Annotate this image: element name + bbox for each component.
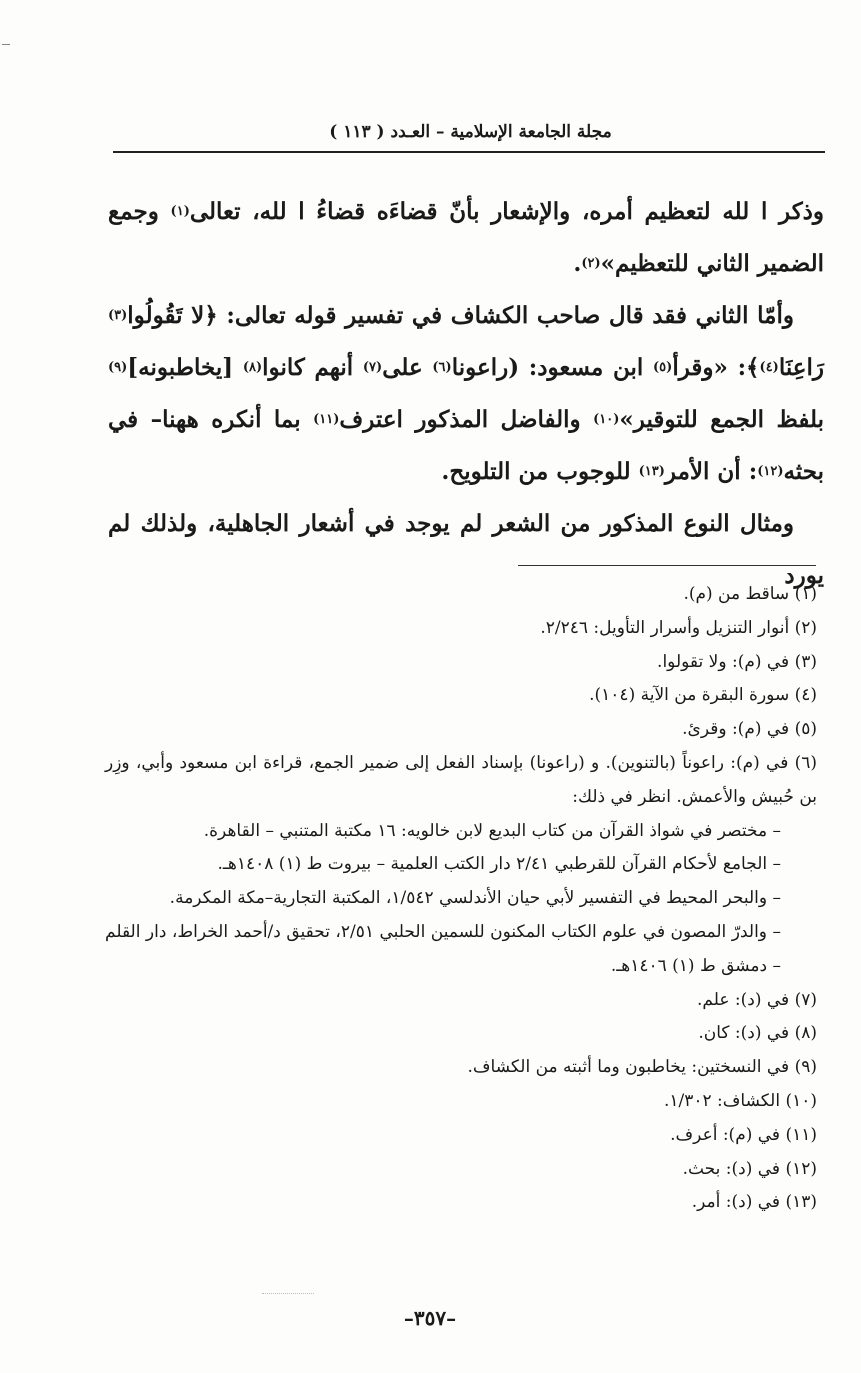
- footnote-ref: (٣): [108, 308, 128, 323]
- text-run: أنهم كانوا: [262, 354, 363, 381]
- text-run: والفاضل المذكور اعترف: [339, 406, 594, 433]
- footnote-ref: (١١): [313, 412, 340, 427]
- running-header: مجلة الجامعة الإسلامية – العـدد ( ١١٣ ): [329, 122, 612, 142]
- paragraph-1: [108, 186, 824, 290]
- footnote-6-source: – الجامع لأحكام القرآن للقرطبي ٢/٤١ دار الكتب العلمية – بيروت ط (١) ١٤٠٨هـ.: [217, 854, 781, 875]
- text-run: للوجوب من التلويح.: [441, 458, 639, 485]
- text-run: وجمع الضمير الثاني للتعظيم»: [108, 198, 824, 277]
- footnote-9: (٩) في النسختين: يخاطبون وما أثبته من الكشاف.: [467, 1057, 817, 1078]
- footnote-11: (١١) في (م): أعرف.: [670, 1124, 817, 1145]
- text-run: ابن مسعود: (راعونا: [451, 354, 654, 381]
- footnote-6-source: – مختصر في شواذ القرآن من كتاب البديع لابن خالويه: ١٦ مكتبة المتنبي – القاهرة.: [203, 820, 781, 841]
- header-rule: [113, 151, 825, 153]
- footnote-ref: (٧): [362, 360, 383, 375]
- text-run: [يخاطبونه]: [127, 354, 243, 381]
- footnote-7: (٧) في (د): علم.: [697, 989, 817, 1010]
- footnote-ref: (٥): [653, 360, 673, 375]
- footnote-8: (٨) في (د): كان.: [698, 1023, 817, 1044]
- footnote-5: (٥) في (م): وقرئ.: [682, 719, 817, 740]
- text-run: بلفظ الجمع للتوقير»: [619, 406, 824, 433]
- text-run: على: [382, 354, 433, 381]
- footnote-6-source: – والبحر المحيط في التفسير لأبي حيان الأندلسي ١/٥٤٢، المكتبة التجارية–مكة المكرمة.: [169, 888, 781, 909]
- footnotes: [105, 578, 817, 1220]
- text-run: .: [573, 250, 582, 277]
- scan-mark: [2, 44, 10, 45]
- paragraph-3: ومثال النوع المذكور من الشعر لم يوجد في أشعار الجاهلية، ولذلك لم يورد: [108, 510, 824, 589]
- text-run: ﴾: «وقرأ: [672, 354, 760, 381]
- text-run: وذكر ا لله لتعظيم أمره، والإشعار بأنّ قضاءَه قضاءُ ا لله، تعالى: [189, 198, 825, 225]
- main-text: [108, 186, 824, 602]
- footnote-1: (١) ساقط من (م).: [683, 584, 817, 604]
- footnote-10: (١٠) الكشاف: ١/٣٠٢.: [663, 1090, 817, 1111]
- page-number: –٣٥٧–: [403, 1306, 457, 1330]
- scan-artifact: [262, 1293, 314, 1294]
- footnote-ref: (١٣): [638, 464, 665, 479]
- footnote-separator: [518, 565, 816, 566]
- footnote-ref: (١): [170, 204, 190, 219]
- footnote-ref: (١٠): [593, 412, 620, 427]
- paragraph-2: [108, 290, 824, 498]
- text-run: : أن الأمر: [664, 458, 758, 485]
- footnote-2: (٢) أنوار التنزيل وأسرار التأويل: ٢/٢٤٦.: [540, 617, 817, 638]
- footnote-6-source: – والدرّ المصون في علوم الكتاب المكنون للسمين الحلبي ٢/٥١، تحقيق د/أحمد الخراط، دار القلم – دمشق ط (١) ١٤٠٦هـ.: [105, 921, 781, 976]
- footnote-12: (١٢) في (د): بحث.: [682, 1158, 817, 1179]
- footnote-ref: (٦): [432, 360, 452, 375]
- footnote-ref: (٢): [581, 256, 601, 271]
- footnote-13: (١٣) في (د): أمر.: [691, 1192, 817, 1213]
- text-run: بما أنكره ههنا– في بحثه: [108, 406, 824, 485]
- footnote-ref: (٩): [108, 360, 128, 375]
- footnote-ref: (١٢): [757, 464, 784, 479]
- text-run: رَاعِنَا: [778, 354, 824, 381]
- footnote-4: (٤) سورة البقرة من الآية (١٠٤).: [589, 685, 817, 706]
- footnote-6: (٦) في (م): راعوناً (بالتنوين). و (راعونا) بإسناد الفعل إلى ضمير الجمع، قراءة ابن مسعود وأبي، وزِر بن حُبيش والأعمش. انظر في ذلك:: [105, 752, 817, 807]
- footnote-ref: (٨): [242, 360, 263, 375]
- text-run: وأمّا الثاني فقد قال صاحب الكشاف في تفسير قوله تعالى: ﴿لا تَقُولُوا: [127, 302, 794, 329]
- footnote-ref: (٤): [759, 360, 779, 375]
- footnote-3: (٣) في (م): ولا تقولوا.: [657, 651, 817, 672]
